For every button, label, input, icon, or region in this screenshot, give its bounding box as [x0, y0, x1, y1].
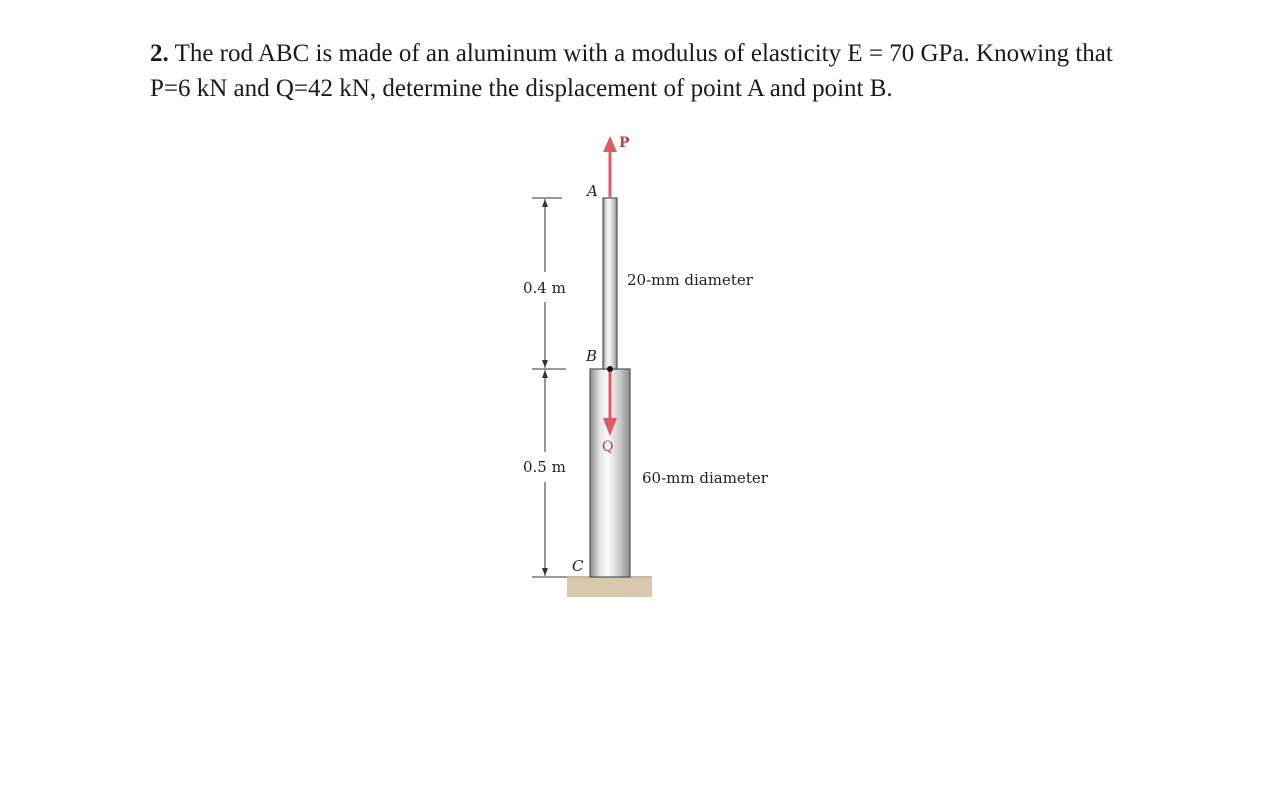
- problem-text: The rod ABC is made of an aluminum with a modulus of elasticity E = 70 GPa. Knowing that P=6 kN and Q=42 kN, determine the displacement of point A and point B.: [150, 40, 1113, 102]
- label-force-p: P: [619, 135, 630, 151]
- point-b-marker: [607, 366, 613, 372]
- label-upper-length: 0.4 m: [523, 279, 566, 297]
- rod-segment-ab: [603, 198, 617, 369]
- problem-number: 2.: [150, 40, 169, 67]
- label-upper-diameter: 20-mm diameter: [627, 271, 753, 289]
- force-p-arrow: [603, 136, 617, 198]
- ground-support: [567, 577, 652, 597]
- label-point-a: A: [587, 182, 598, 200]
- label-point-c: C: [572, 557, 584, 575]
- label-force-q: Q: [602, 439, 614, 455]
- label-lower-length: 0.5 m: [523, 458, 566, 476]
- label-point-b: B: [586, 347, 598, 365]
- label-lower-diameter: 60-mm diameter: [642, 469, 768, 487]
